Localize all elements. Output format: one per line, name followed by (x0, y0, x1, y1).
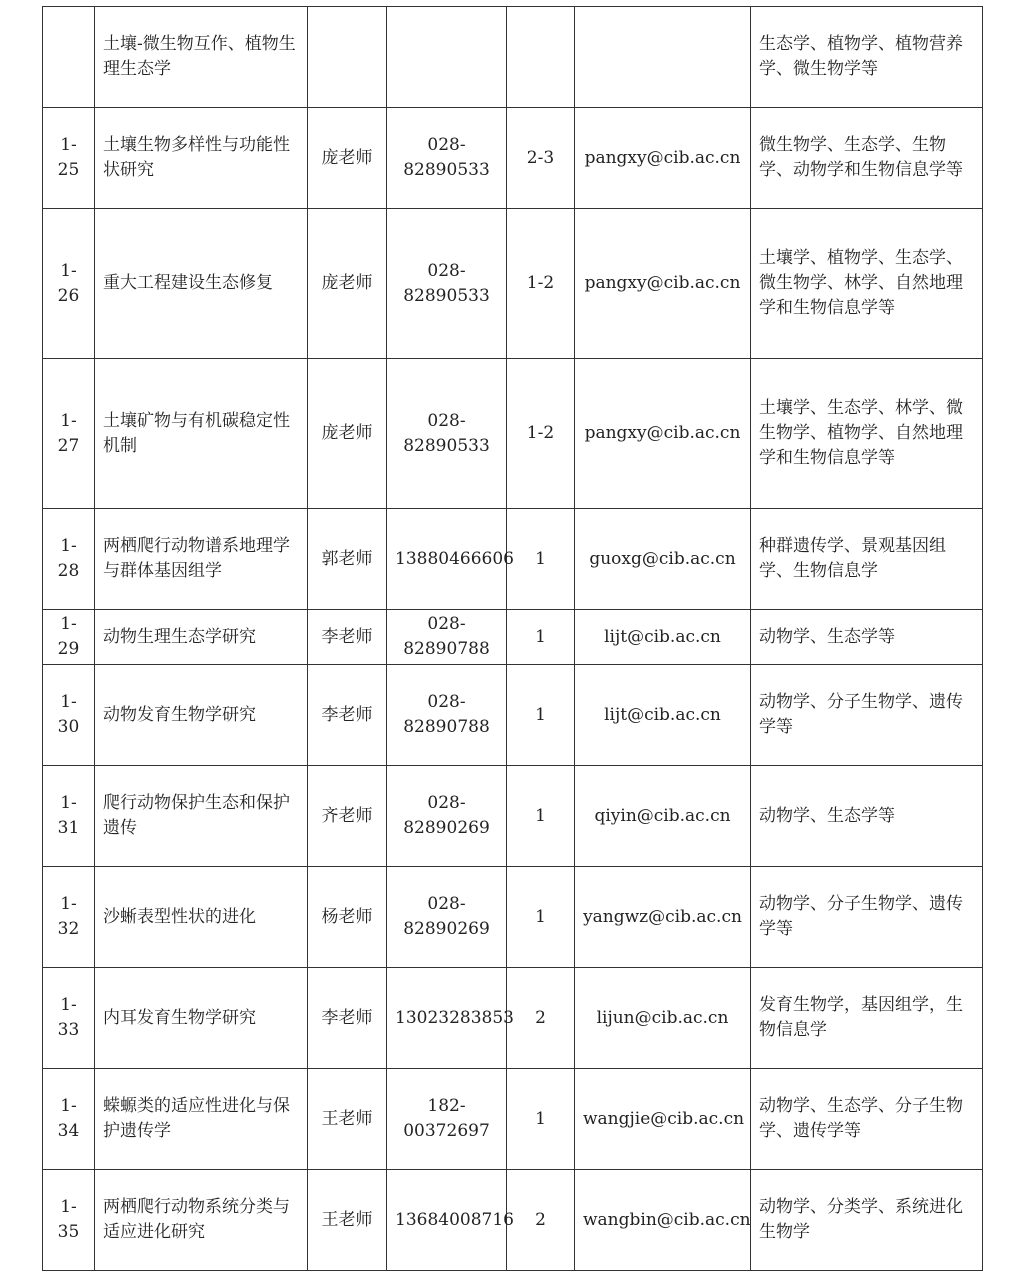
required-majors: 种群遗传学、景观基因组学、生物信息学 (751, 509, 983, 610)
recruitment-table (42, 6, 983, 1271)
table-row (43, 209, 983, 359)
contact-name: 齐老师 (308, 766, 387, 867)
research-topic: 动物生理生态学研究 (95, 610, 308, 665)
phone-number: 13023283853 (387, 968, 507, 1069)
research-topic: 蝾螈类的适应性进化与保护遗传学 (95, 1069, 308, 1170)
required-majors: 土壤学、生态学、林学、微生物学、植物学、自然地理学和生物信息学等 (751, 359, 983, 509)
quota: 2-3 (507, 108, 575, 209)
phone-number: 028-82890269 (387, 867, 507, 968)
row-id: 1-26 (43, 209, 95, 359)
email-address: yangwz@cib.ac.cn (575, 867, 751, 968)
email-address: qiyin@cib.ac.cn (575, 766, 751, 867)
contact-name: 杨老师 (308, 867, 387, 968)
table-row (43, 867, 983, 968)
contact-name: 王老师 (308, 1170, 387, 1271)
email-address: pangxy@cib.ac.cn (575, 209, 751, 359)
row-id: 1-32 (43, 867, 95, 968)
quota: 1 (507, 509, 575, 610)
row-id: 1-29 (43, 610, 95, 665)
email-address: pangxy@cib.ac.cn (575, 108, 751, 209)
table-row (43, 509, 983, 610)
contact-name: 王老师 (308, 1069, 387, 1170)
email-address (575, 7, 751, 108)
required-majors: 动物学、生态学等 (751, 610, 983, 665)
table-row (43, 968, 983, 1069)
row-id: 1-27 (43, 359, 95, 509)
phone-number: 028-82890788 (387, 665, 507, 766)
contact-name: 庞老师 (308, 108, 387, 209)
research-topic: 土壤生物多样性与功能性状研究 (95, 108, 308, 209)
email-address: wangbin@cib.ac.cn (575, 1170, 751, 1271)
email-address: pangxy@cib.ac.cn (575, 359, 751, 509)
quota: 2 (507, 968, 575, 1069)
row-id: 1-35 (43, 1170, 95, 1271)
required-majors: 微生物学、生态学、生物学、动物学和生物信息学等 (751, 108, 983, 209)
row-id: 1-33 (43, 968, 95, 1069)
email-address: lijun@cib.ac.cn (575, 968, 751, 1069)
required-majors: 发育生物学，基因组学，生物信息学 (751, 968, 983, 1069)
research-topic: 动物发育生物学研究 (95, 665, 308, 766)
quota: 2 (507, 1170, 575, 1271)
phone-number: 182-00372697 (387, 1069, 507, 1170)
required-majors: 动物学、分子生物学、遗传学等 (751, 867, 983, 968)
required-majors: 生态学、植物学、植物营养学、微生物学等 (751, 7, 983, 108)
phone-number (387, 7, 507, 108)
row-id: 1-28 (43, 509, 95, 610)
quota: 1 (507, 867, 575, 968)
document-page (42, 6, 982, 1271)
research-topic: 两栖爬行动物谱系地理学与群体基因组学 (95, 509, 308, 610)
research-topic: 土壤-微生物互作、植物生理生态学 (95, 7, 308, 108)
email-address: lijt@cib.ac.cn (575, 665, 751, 766)
row-id: 1-34 (43, 1069, 95, 1170)
row-id (43, 7, 95, 108)
contact-name: 李老师 (308, 968, 387, 1069)
phone-number: 13684008716 (387, 1170, 507, 1271)
quota: 1-2 (507, 359, 575, 509)
contact-name: 郭老师 (308, 509, 387, 610)
contact-name: 庞老师 (308, 209, 387, 359)
required-majors: 动物学、生态学等 (751, 766, 983, 867)
email-address: wangjie@cib.ac.cn (575, 1069, 751, 1170)
table-row (43, 1170, 983, 1271)
phone-number: 028-82890788 (387, 610, 507, 665)
research-topic: 爬行动物保护生态和保护遗传 (95, 766, 308, 867)
table-row (43, 766, 983, 867)
required-majors: 动物学、分子生物学、遗传学等 (751, 665, 983, 766)
research-topic: 重大工程建设生态修复 (95, 209, 308, 359)
research-topic: 内耳发育生物学研究 (95, 968, 308, 1069)
contact-name: 庞老师 (308, 359, 387, 509)
table-row (43, 7, 983, 108)
table-row (43, 665, 983, 766)
research-topic: 土壤矿物与有机碳稳定性机制 (95, 359, 308, 509)
row-id: 1-30 (43, 665, 95, 766)
research-topic: 沙蜥表型性状的进化 (95, 867, 308, 968)
phone-number: 13880466606 (387, 509, 507, 610)
email-address: lijt@cib.ac.cn (575, 610, 751, 665)
quota: 1 (507, 1069, 575, 1170)
table-row (43, 359, 983, 509)
required-majors: 动物学、生态学、分子生物学、遗传学等 (751, 1069, 983, 1170)
contact-name: 李老师 (308, 610, 387, 665)
contact-name (308, 7, 387, 108)
research-topic: 两栖爬行动物系统分类与适应进化研究 (95, 1170, 308, 1271)
phone-number: 028-82890533 (387, 108, 507, 209)
required-majors: 动物学、分类学、系统进化生物学 (751, 1170, 983, 1271)
phone-number: 028-82890533 (387, 359, 507, 509)
phone-number: 028-82890269 (387, 766, 507, 867)
table-row (43, 108, 983, 209)
row-id: 1-25 (43, 108, 95, 209)
email-address: guoxg@cib.ac.cn (575, 509, 751, 610)
table-row (43, 610, 983, 665)
quota: 1 (507, 665, 575, 766)
quota (507, 7, 575, 108)
quota: 1-2 (507, 209, 575, 359)
phone-number: 028-82890533 (387, 209, 507, 359)
quota: 1 (507, 610, 575, 665)
row-id: 1-31 (43, 766, 95, 867)
quota: 1 (507, 766, 575, 867)
table-row (43, 1069, 983, 1170)
required-majors: 土壤学、植物学、生态学、微生物学、林学、自然地理学和生物信息学等 (751, 209, 983, 359)
contact-name: 李老师 (308, 665, 387, 766)
